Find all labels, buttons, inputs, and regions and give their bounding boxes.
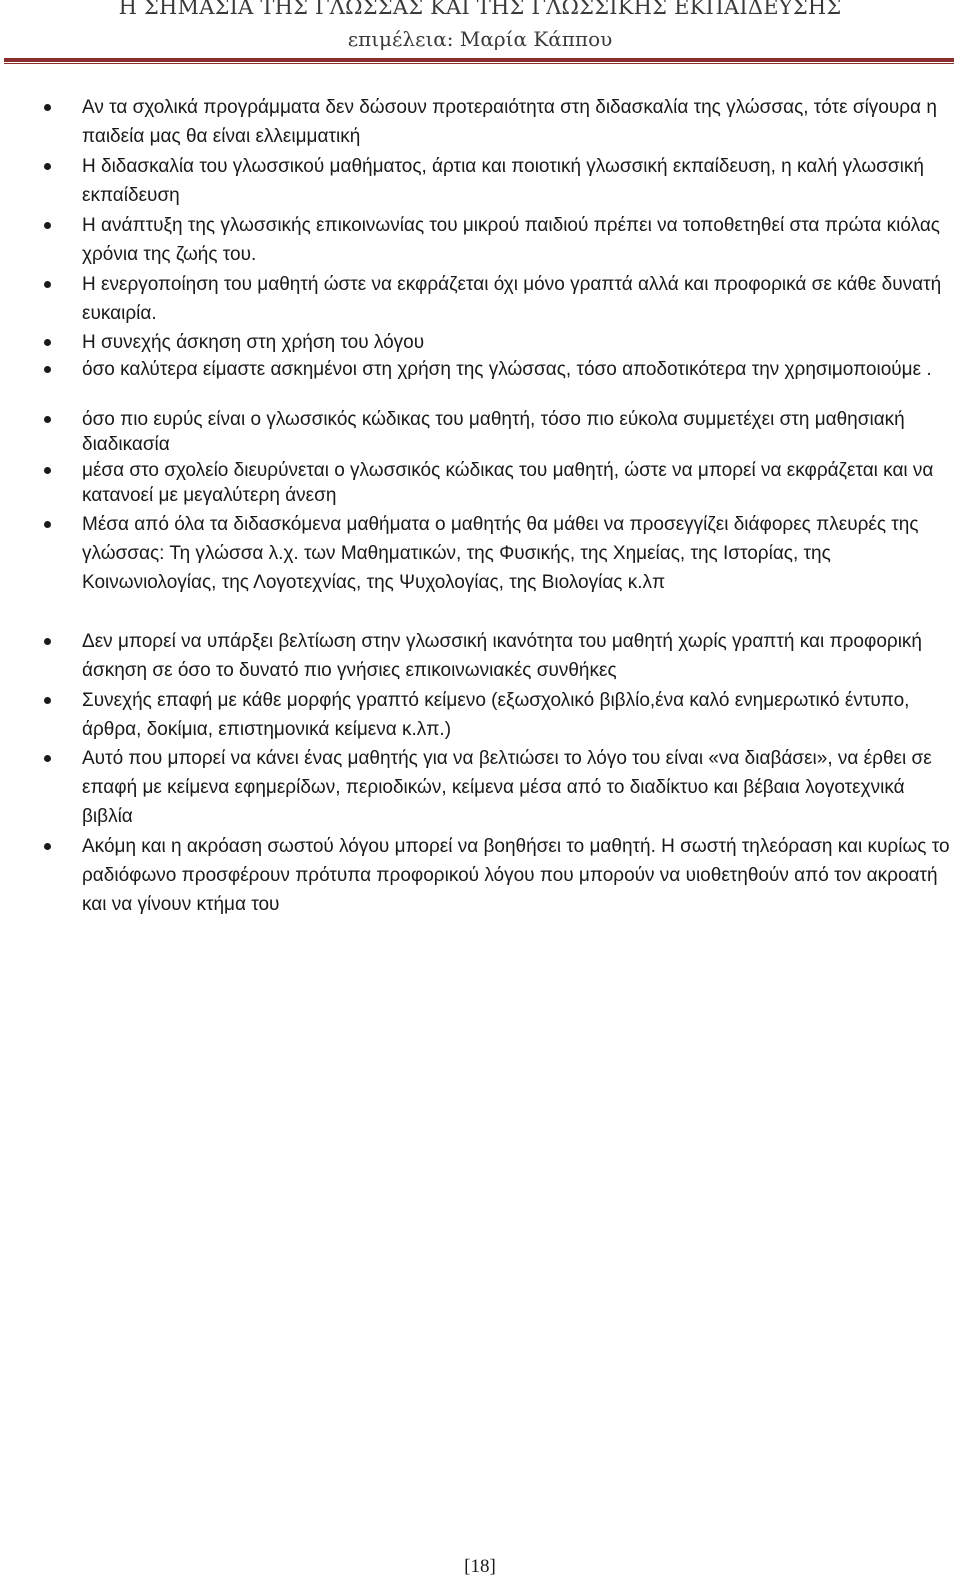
bullet-icon	[44, 222, 51, 229]
list-item	[82, 93, 950, 151]
list-item-text: όσο πιο ευρύς είναι ο γλωσσικός κώδικας του μαθητή, τόσο πιο εύκολα συμμετέχει στη μαθησιακή διαδικασία	[82, 409, 905, 455]
list-item	[82, 270, 950, 328]
header-title: Η ΣΗΜΑΣΙΑ ΤΗΣ ΓΛΩΣΣΑΣ ΚΑΙ ΤΗΣ ΓΛΩΣΣΙΚΗΣ ΕΚΠΑΙΔΕΥΣΗΣ	[118, 0, 842, 19]
list-item	[82, 357, 950, 382]
list-item-text: Ακόμη και η ακρόαση σωστού λόγου μπορεί να βοηθήσει το μαθητή. Η σωστή τηλεόραση και κυρίως το ραδιόφωνο προσφέρουν πρότυπα προφορικού λόγου που μπορούν να υιοθετηθούν από τον ακροατή και να γίνουν κτήμα του	[82, 836, 950, 915]
bullet-icon	[44, 366, 51, 373]
bullet-icon	[44, 843, 51, 850]
list-item-text: Η ενεργοποίηση του μαθητή ώστε να εκφράζεται όχι μόνο γραπτά αλλά και προφορικά σε κάθε δυνατή ευκαιρία.	[82, 274, 942, 324]
header-rule-thin	[4, 63, 954, 64]
list-item-text: Συνεχής επαφή με κάθε μορφής γραπτό κείμενο (εξωσχολικό βιβλίο,ένα καλό ενημερωτικό έντυπο, άρθρα, δοκίμια, επιστημονικά κείμενα κ.λπ.)	[82, 690, 910, 740]
bullet-icon	[44, 339, 51, 346]
list-item	[82, 744, 950, 831]
list-item	[82, 510, 950, 597]
list-item	[82, 328, 950, 357]
bullet-icon	[44, 104, 51, 111]
list-item-text: Αν τα σχολικά προγράμματα δεν δώσουν προτεραιότητα στη διδασκαλία της γλώσσας, τότε σίγουρα η παιδεία μας θα είναι ελλειμματική	[82, 97, 937, 147]
bullet-icon	[44, 697, 51, 704]
bullet-icon	[44, 281, 51, 288]
list-item-text: Δεν μπορεί να υπάρξει βελτίωση στην γλωσσική ικανότητα του μαθητή χωρίς γραπτή και προφορική άσκηση σε όσο το δυνατό πιο γνήσιες επικοινωνιακές συνθήκες	[82, 631, 922, 681]
list-item	[82, 627, 950, 685]
bullet-icon	[44, 638, 51, 645]
page-number: [18]	[464, 1556, 496, 1577]
list-item-text: Η συνεχής άσκηση στη χρήση του λόγου	[82, 332, 425, 353]
list-item	[82, 832, 950, 919]
list-item-text: όσο καλύτερα είμαστε ασκημένοι στη χρήση της γλώσσας, τόσο αποδοτικότερα την χρησιμοποιούμε .	[82, 359, 932, 380]
list-item	[82, 211, 950, 269]
bullet-icon	[44, 467, 51, 474]
bullet-icon	[44, 416, 51, 423]
list-item	[82, 686, 950, 744]
list-item	[82, 152, 950, 210]
list-item-text: Μέσα από όλα τα διδασκόμενα μαθήματα ο μαθητής θα μάθει να προσεγγίζει διάφορες πλευρές της γλώσσας: Τη γλώσσα λ.χ. των Μαθηματικών, της Φυσικής, της Χημείας, της Ιστορίας, της Κοινωνιολογίας, της Λογοτεχνίας, της Ψυχολογίας, της Βιολογίας κ.λπ	[82, 514, 919, 593]
header-subtitle: επιμέλεια: Μαρία Κάππου	[347, 27, 613, 51]
bullet-icon	[44, 755, 51, 762]
list-item-text: Η ανάπτυξη της γλωσσικής επικοινωνίας του μικρού παιδιού πρέπει να τοποθετηθεί στα πρώτα κιόλας χρόνια της ζωής του.	[82, 215, 940, 265]
list-item	[82, 458, 950, 508]
header-rule	[4, 58, 954, 62]
bullet-icon	[44, 521, 51, 528]
list-item-text: Η διδασκαλία του γλωσσικού μαθήματος, άρτια και ποιοτική γλωσσική εκπαίδευση, η καλή γλωσσική εκπαίδευση	[82, 156, 924, 206]
bullet-icon	[44, 163, 51, 170]
list-item-text: Αυτό που μπορεί να κάνει ένας μαθητής για να βελτιώσει το λόγο του είναι «να διαβάσει», να έρθει σε επαφή με κείμενα εφημερίδων, περιοδικών, κείμενα μέσα από το διαδίκτυο και βέβαια λογοτεχνικά βιβλία	[82, 748, 932, 827]
list-item-text: μέσα στο σχολείο διευρύνεται ο γλωσσικός κώδικας του μαθητή, ώστε να μπορεί να εκφράζεται και να κατανοεί με μεγαλύτερη άνεση	[82, 460, 934, 506]
list-item	[82, 407, 950, 457]
